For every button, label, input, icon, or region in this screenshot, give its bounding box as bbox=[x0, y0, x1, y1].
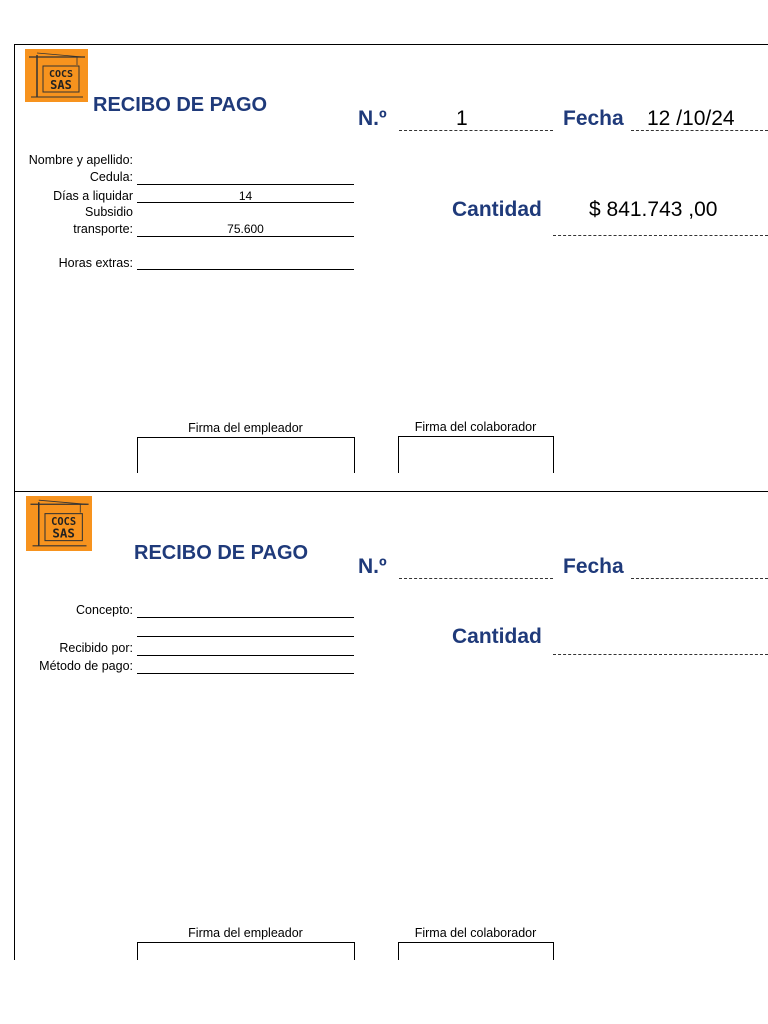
logo-text-bottom: SAS bbox=[52, 525, 75, 541]
overtime-label: Horas extras: bbox=[58, 256, 133, 270]
employee-signature-label: Firma del colaborador bbox=[414, 420, 537, 434]
overtime-field[interactable] bbox=[137, 269, 354, 270]
crane-logo-icon bbox=[25, 49, 88, 102]
subsidy-label-line2: transporte: bbox=[73, 222, 133, 236]
logo-text-bottom: SAS bbox=[50, 78, 72, 92]
crane-logo-icon bbox=[26, 496, 92, 551]
logo-text-top: COCS bbox=[48, 69, 74, 80]
employee-signature-box[interactable] bbox=[398, 942, 554, 960]
receipt-number-field[interactable] bbox=[399, 130, 553, 131]
date-field[interactable] bbox=[631, 578, 768, 579]
receipt-divider bbox=[14, 491, 768, 492]
id-label: Cedula: bbox=[89, 170, 133, 184]
receipt-number-field[interactable] bbox=[399, 578, 553, 579]
payment-method-label: Método de pago: bbox=[39, 659, 133, 673]
days-value: 14 bbox=[238, 189, 253, 203]
receipt-title: RECIBO DE PAGO bbox=[93, 94, 268, 116]
amount-field[interactable] bbox=[553, 654, 768, 655]
company-logo bbox=[26, 496, 92, 551]
employee-signature-label: Firma del colaborador bbox=[414, 926, 537, 940]
employer-signature-box[interactable] bbox=[137, 437, 355, 473]
date-label: Fecha bbox=[563, 555, 624, 578]
receipt-number-value: 1 bbox=[456, 107, 468, 130]
amount-label: Cantidad bbox=[452, 198, 542, 221]
received-by-label: Recibido por: bbox=[59, 641, 133, 655]
logo-text-top: COCS bbox=[51, 516, 77, 529]
concept-label: Concepto: bbox=[76, 603, 133, 617]
name-label: Nombre y apellido: bbox=[28, 153, 133, 167]
date-value: 12 /10/24 bbox=[647, 107, 735, 130]
id-field[interactable] bbox=[137, 184, 354, 185]
employee-signature-box[interactable] bbox=[398, 436, 554, 473]
subsidy-label-line1: Subsidio bbox=[85, 205, 133, 219]
amount-value: $ 841.743 ,00 bbox=[589, 198, 718, 221]
date-label: Fecha bbox=[563, 107, 624, 130]
days-label: Días a liquidar bbox=[53, 189, 133, 203]
amount-field[interactable] bbox=[553, 235, 768, 236]
amount-label: Cantidad bbox=[452, 625, 542, 648]
company-logo bbox=[25, 49, 88, 102]
subsidy-field[interactable] bbox=[137, 236, 354, 237]
payment-method-field[interactable] bbox=[137, 673, 354, 674]
received-by-field[interactable] bbox=[137, 655, 354, 656]
employer-signature-label: Firma del empleador bbox=[188, 421, 303, 435]
receipt-number-label: N.º bbox=[358, 107, 387, 130]
receipt-number-label: N.º bbox=[358, 555, 387, 578]
employer-signature-box[interactable] bbox=[137, 942, 355, 960]
concept-field-line2[interactable] bbox=[137, 636, 354, 637]
employer-signature-label: Firma del empleador bbox=[188, 926, 303, 940]
concept-field[interactable] bbox=[137, 617, 354, 618]
receipt-title: RECIBO DE PAGO bbox=[134, 542, 309, 564]
subsidy-value: 75.600 bbox=[227, 222, 264, 236]
